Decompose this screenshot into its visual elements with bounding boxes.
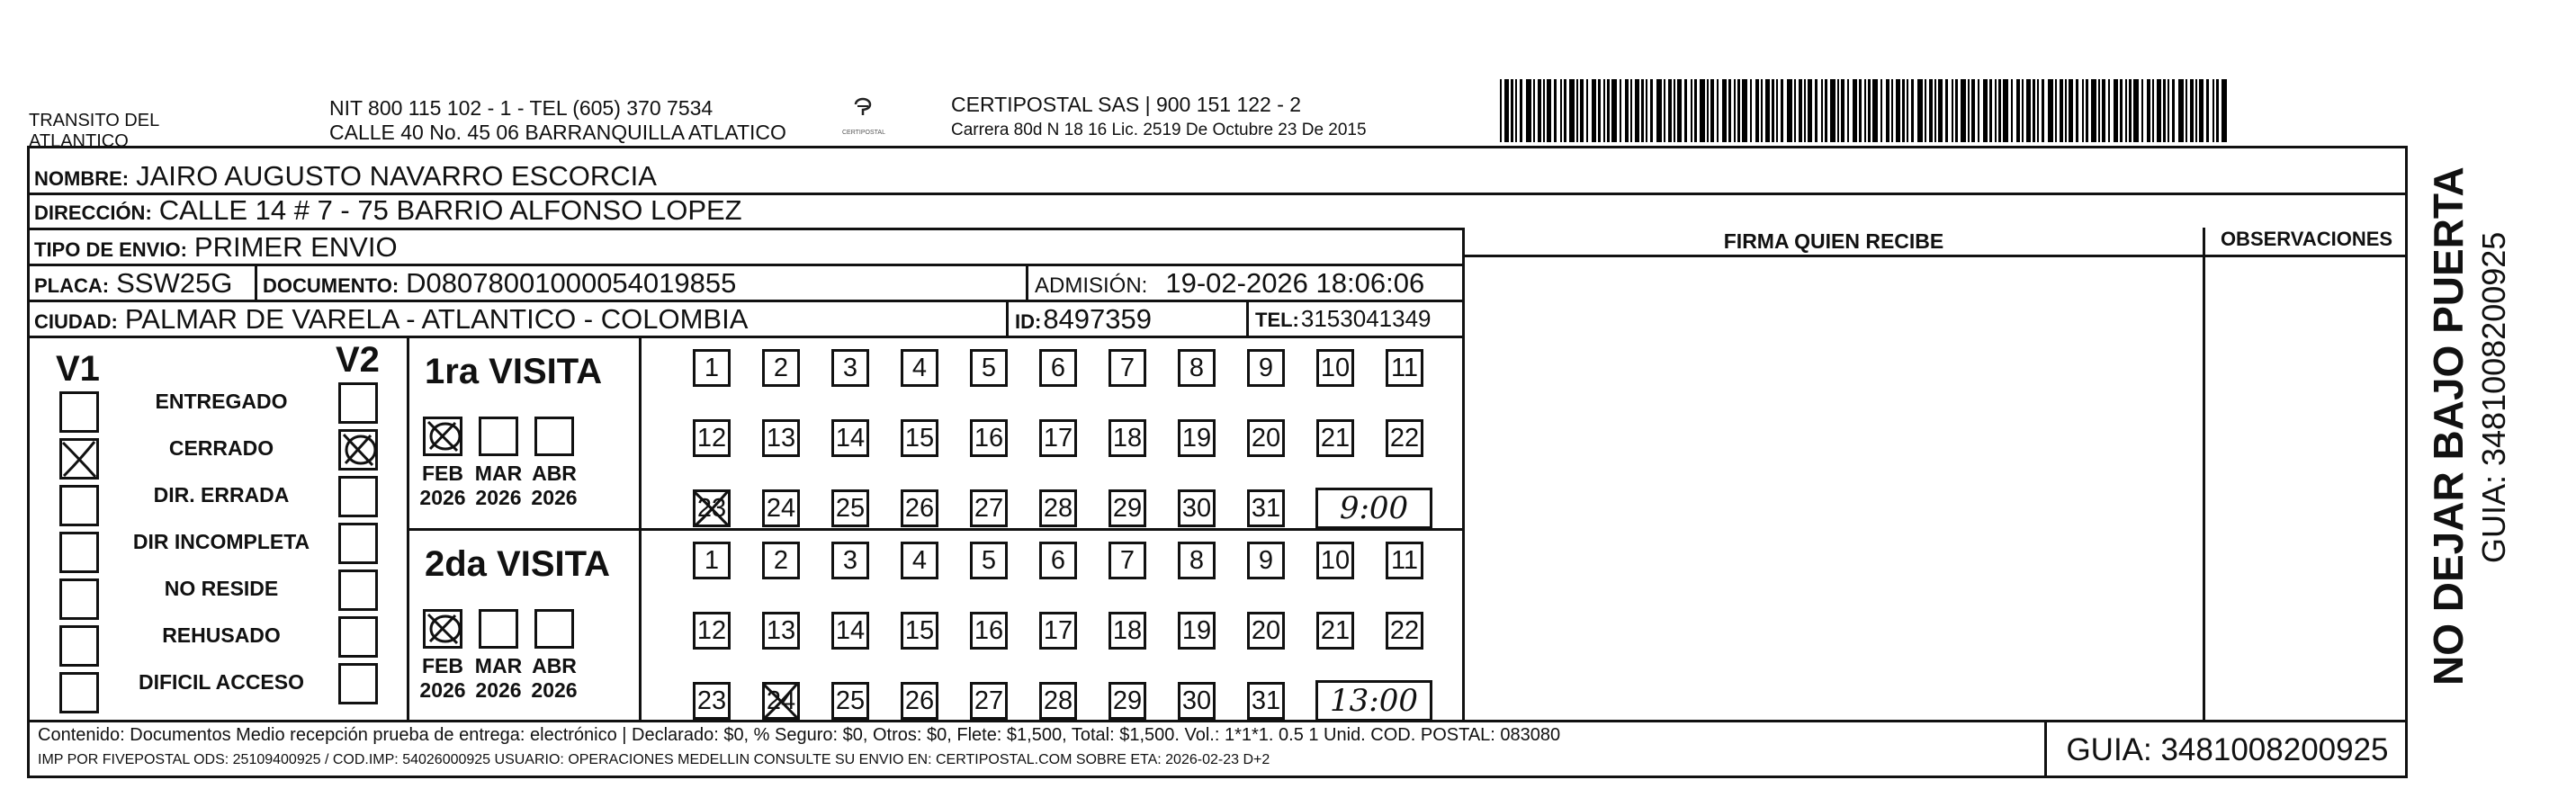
day-number: 15: [904, 423, 935, 453]
status-label-no-reside: NO RESIDE: [164, 577, 279, 600]
day-number: 9: [1258, 353, 1274, 382]
visit-time[interactable]: 13:00: [1315, 680, 1432, 722]
day-box-1[interactable]: [693, 542, 731, 579]
day-box-18[interactable]: [1108, 419, 1146, 457]
tipo-value: PRIMER ENVIO: [193, 231, 398, 263]
month-year: 2026: [531, 486, 578, 509]
month-label: [411, 462, 474, 510]
status-label-dir-errada: DIR. ERRADA: [153, 483, 290, 507]
month-name: MAR: [474, 654, 523, 677]
month-name: ABR: [532, 462, 577, 485]
id-label: ID:: [1015, 310, 1042, 333]
day-box-14[interactable]: [831, 612, 869, 650]
month-label: [523, 462, 586, 510]
day-number: 30: [1181, 493, 1212, 523]
admision-row: [1035, 267, 1424, 300]
day-number: 19: [1181, 615, 1212, 645]
v2-checkbox-dir-incompleta[interactable]: [338, 523, 378, 564]
visit-time[interactable]: 9:00: [1315, 488, 1432, 529]
tipo-label: TIPO DE ENVIO:: [34, 238, 187, 261]
day-box-16[interactable]: [970, 419, 1008, 457]
day-number: 6: [1050, 545, 1066, 575]
status-label-entregado: ENTREGADO: [155, 390, 288, 413]
month-checkbox-abr[interactable]: [534, 609, 574, 649]
certipostal-logo: [832, 97, 895, 142]
v2-check-mark: [338, 429, 378, 471]
day-box-17[interactable]: [1039, 419, 1077, 457]
day-box-3[interactable]: [831, 349, 869, 387]
day-number: 8: [1189, 545, 1205, 575]
placa-label: PLACA:: [34, 274, 110, 297]
imp-line: IMP POR FIVEPOSTAL ODS: 25109400925 / COD.IMP: 54026000925 USUARIO: OPERACIONES MEDELLIN CONSULTE SU ENVIO EN: CERTIPOSTAL.COM SOBRE ETA: 2026-02-23 D+2: [38, 752, 1270, 767]
documento-value: D08078001000054019855: [406, 267, 737, 299]
nombre-row: [34, 160, 657, 193]
day-number: 22: [1389, 615, 1420, 645]
day-box-11[interactable]: [1386, 349, 1423, 387]
day-number: 5: [981, 353, 997, 382]
v2-checkbox-entregado[interactable]: [338, 382, 378, 424]
day-number: 11: [1390, 545, 1419, 575]
day-number: 5: [981, 545, 997, 575]
day-number: 29: [1112, 686, 1143, 715]
id-value: 8497359: [1043, 303, 1153, 335]
month-check-mark: [423, 609, 462, 649]
day-box-17[interactable]: [1039, 612, 1077, 650]
placa-value: SSW25G: [116, 267, 233, 299]
firma-header: FIRMA QUIEN RECIBE: [1723, 229, 1944, 253]
day-box-15[interactable]: [901, 419, 938, 457]
month-checkbox-mar[interactable]: [479, 417, 518, 456]
month-year: 2026: [419, 678, 466, 702]
day-number: 27: [974, 493, 1004, 523]
admision-label: ADMISIÓN:: [1035, 273, 1148, 298]
placa-row: [34, 267, 232, 300]
day-number: 25: [835, 493, 866, 523]
day-number: 28: [1043, 686, 1073, 715]
direccion-value: CALLE 14 # 7 - 75 BARRIO ALFONSO LOPEZ: [158, 194, 742, 226]
day-box-6[interactable]: [1039, 349, 1077, 387]
day-number: 21: [1320, 423, 1351, 453]
day-box-21[interactable]: [1316, 612, 1354, 650]
day-box-23[interactable]: [693, 682, 731, 720]
day-number: 19: [1181, 423, 1212, 453]
v1-check-mark: [59, 438, 99, 480]
day-box-2[interactable]: [762, 349, 800, 387]
observations-area[interactable]: [2207, 258, 2406, 718]
day-box-3[interactable]: [831, 542, 869, 579]
day-box-7[interactable]: [1108, 349, 1146, 387]
day-box-28[interactable]: [1039, 682, 1077, 720]
day-box-4[interactable]: [901, 349, 938, 387]
day-number: 26: [904, 493, 935, 523]
day-box-20[interactable]: [1247, 419, 1285, 457]
day-number: 10: [1320, 353, 1351, 382]
day-number: 24: [766, 493, 796, 523]
month-name: MAR: [474, 462, 523, 485]
nombre-label: NOMBRE:: [34, 167, 130, 190]
day-number: 18: [1112, 423, 1143, 453]
day-number: 23: [696, 686, 727, 715]
day-number: 16: [974, 423, 1004, 453]
day-number: 10: [1320, 545, 1351, 575]
side-guia: GUIA: 3481008200925: [2475, 231, 2512, 563]
footer-guia: GUIA: 3481008200925: [2066, 732, 2389, 767]
day-box-29[interactable]: [1108, 489, 1146, 527]
month-checkbox-mar[interactable]: [479, 609, 518, 649]
direccion-label: DIRECCIÓN:: [34, 202, 152, 224]
day-number: 12: [696, 423, 727, 453]
day-number: 13: [766, 615, 796, 645]
day-number: 9: [1258, 545, 1274, 575]
v1-checkbox-rehusado[interactable]: [59, 625, 99, 667]
day-number: 25: [835, 686, 866, 715]
visit-title: 2da VISITA: [425, 544, 610, 584]
tel-value: 3153041349: [1300, 305, 1432, 332]
side-warning: NO DEJAR BAJO PUERTA: [2425, 166, 2472, 686]
v2-checkbox-no-reside[interactable]: [338, 569, 378, 611]
day-number: 12: [696, 615, 727, 645]
day-number: 1: [704, 545, 720, 575]
signature-area[interactable]: [1467, 258, 2201, 718]
courier-line: CERTIPOSTAL SAS | 900 151 122 - 2: [951, 93, 1302, 116]
day-number: 28: [1043, 493, 1073, 523]
v1-checkbox-dificil-acceso[interactable]: [59, 672, 99, 713]
documento-label: DOCUMENTO:: [263, 274, 399, 297]
month-name: FEB: [422, 654, 463, 677]
address-line: CALLE 40 No. 45 06 BARRANQUILLA ATLATICO: [329, 121, 786, 144]
ciudad-value: PALMAR DE VARELA - ATLANTICO - COLOMBIA: [124, 303, 749, 335]
day-number: 31: [1251, 493, 1281, 523]
contenido-line: Contenido: Documentos Medio recepción prueba de entrega: electrónico | Declarado: $0, % Seguro: $0, Otros: $0, Flete: $1,500, Total: $1,500. Vol.: 1*1*1. 0.5 1 Unid. COD. POSTAL: 083080: [38, 725, 1561, 745]
v1-checkbox-no-reside[interactable]: [59, 578, 99, 620]
day-cross-mark: [691, 488, 732, 529]
day-box-31[interactable]: [1247, 682, 1285, 720]
v1-checkbox-dir-errada[interactable]: [59, 485, 99, 526]
day-number: 23: [696, 493, 727, 523]
day-box-12[interactable]: [693, 419, 731, 457]
status-label-dir-incompleta: DIR INCOMPLETA: [132, 530, 310, 553]
day-number: 20: [1251, 423, 1281, 453]
month-name: ABR: [532, 654, 577, 677]
day-number: 7: [1119, 353, 1135, 382]
month-name: FEB: [422, 462, 463, 485]
month-label: [467, 462, 530, 510]
day-number: 16: [974, 615, 1004, 645]
day-number: 22: [1389, 423, 1420, 453]
day-number: 3: [842, 545, 858, 575]
day-box-13[interactable]: [762, 612, 800, 650]
day-number: 20: [1251, 615, 1281, 645]
day-number: 14: [835, 615, 866, 645]
day-box-2[interactable]: [762, 542, 800, 579]
day-box-19[interactable]: [1178, 419, 1216, 457]
barcode: [1498, 79, 2227, 142]
day-box-26[interactable]: [901, 489, 938, 527]
month-year: 2026: [475, 678, 522, 702]
day-number: 26: [904, 686, 935, 715]
day-number: 1: [704, 353, 720, 382]
v2-checkbox-dir-errada[interactable]: [338, 476, 378, 517]
logo-caption: CERTIPOSTAL: [842, 130, 885, 136]
day-box-14[interactable]: [831, 419, 869, 457]
day-box-5[interactable]: [970, 542, 1008, 579]
day-box-1[interactable]: [693, 349, 731, 387]
ciudad-row: [34, 303, 748, 336]
day-box-9[interactable]: [1247, 349, 1285, 387]
tipo-row: [34, 231, 398, 264]
day-box-30[interactable]: [1178, 682, 1216, 720]
day-box-25[interactable]: [831, 682, 869, 720]
day-box-18[interactable]: [1108, 612, 1146, 650]
day-number: 7: [1119, 545, 1135, 575]
day-box-25[interactable]: [831, 489, 869, 527]
status-label-rehusado: REHUSADO: [162, 623, 281, 647]
day-box-13[interactable]: [762, 419, 800, 457]
visit-title: 1ra VISITA: [425, 352, 603, 391]
status-label-dificil-acceso: DIFICIL ACCESO: [138, 670, 304, 694]
day-box-31[interactable]: [1247, 489, 1285, 527]
day-box-21[interactable]: [1316, 419, 1354, 457]
day-box-29[interactable]: [1108, 682, 1146, 720]
org-name: TRANSITO DEL ATLANTICO: [29, 111, 159, 151]
day-number: 17: [1043, 423, 1073, 453]
day-number: 27: [974, 686, 1004, 715]
day-box-26[interactable]: [901, 682, 938, 720]
day-box-28[interactable]: [1039, 489, 1077, 527]
admision-value: 19-02-2026 18:06:06: [1165, 267, 1425, 299]
month-label: [523, 654, 586, 703]
tel-row: [1255, 305, 1432, 333]
day-number: 6: [1050, 353, 1066, 382]
day-box-10[interactable]: [1316, 542, 1354, 579]
day-box-15[interactable]: [901, 612, 938, 650]
month-label: [411, 654, 474, 703]
id-row: [1015, 303, 1152, 336]
day-box-9[interactable]: [1247, 542, 1285, 579]
ciudad-label: CIUDAD:: [34, 310, 118, 333]
day-box-22[interactable]: [1386, 612, 1423, 650]
day-number: 18: [1112, 615, 1143, 645]
day-number: 13: [766, 423, 796, 453]
day-number: 14: [835, 423, 866, 453]
month-checkbox-abr[interactable]: [534, 417, 574, 456]
day-number: 11: [1390, 353, 1419, 382]
direccion-row: [34, 194, 742, 227]
day-box-27[interactable]: [970, 682, 1008, 720]
nombre-value: JAIRO AUGUSTO NAVARRO ESCORCIA: [136, 160, 657, 192]
day-number: 4: [911, 353, 928, 382]
day-box-7[interactable]: [1108, 542, 1146, 579]
license-line: Carrera 80d N 18 16 Lic. 2519 De Octubre 23 De 2015: [951, 121, 1367, 139]
day-number: 21: [1320, 615, 1351, 645]
day-box-4[interactable]: [901, 542, 938, 579]
day-box-27[interactable]: [970, 489, 1008, 527]
month-label: [467, 654, 530, 703]
day-box-16[interactable]: [970, 612, 1008, 650]
v2-checkbox-rehusado[interactable]: [338, 616, 378, 658]
day-number: 31: [1251, 686, 1281, 715]
day-box-6[interactable]: [1039, 542, 1077, 579]
day-cross-mark: [760, 680, 802, 722]
status-label-cerrado: CERRADO: [168, 436, 274, 460]
v2-checkbox-dificil-acceso[interactable]: [338, 663, 378, 704]
v1-checkbox-entregado[interactable]: [59, 391, 99, 433]
nit-line: NIT 800 115 102 - 1 - TEL (605) 370 7534: [329, 96, 714, 120]
v1-header: V1: [56, 349, 100, 389]
month-year: 2026: [475, 486, 522, 509]
day-number: 29: [1112, 493, 1143, 523]
day-number: 3: [842, 353, 858, 382]
month-year: 2026: [419, 486, 466, 509]
day-number: 17: [1043, 615, 1073, 645]
v1-checkbox-dir-incompleta[interactable]: [59, 532, 99, 573]
day-box-19[interactable]: [1178, 612, 1216, 650]
tel-label: TEL:: [1255, 309, 1299, 331]
day-box-8[interactable]: [1178, 349, 1216, 387]
month-check-mark: [423, 417, 462, 456]
day-number: 4: [911, 545, 928, 575]
day-box-20[interactable]: [1247, 612, 1285, 650]
observaciones-header: OBSERVACIONES: [2220, 228, 2393, 250]
day-box-5[interactable]: [970, 349, 1008, 387]
day-box-30[interactable]: [1178, 489, 1216, 527]
documento-row: [263, 267, 736, 300]
day-number: 2: [773, 545, 789, 575]
month-year: 2026: [531, 678, 578, 702]
day-box-8[interactable]: [1178, 542, 1216, 579]
day-number: 8: [1189, 353, 1205, 382]
day-box-12[interactable]: [693, 612, 731, 650]
day-number: 2: [773, 353, 789, 382]
v2-header: V2: [336, 340, 380, 380]
day-number: 24: [766, 686, 796, 715]
day-number: 30: [1181, 686, 1212, 715]
day-box-24[interactable]: [762, 489, 800, 527]
day-box-22[interactable]: [1386, 419, 1423, 457]
day-box-10[interactable]: [1316, 349, 1354, 387]
day-box-11[interactable]: [1386, 542, 1423, 579]
day-number: 15: [904, 615, 935, 645]
